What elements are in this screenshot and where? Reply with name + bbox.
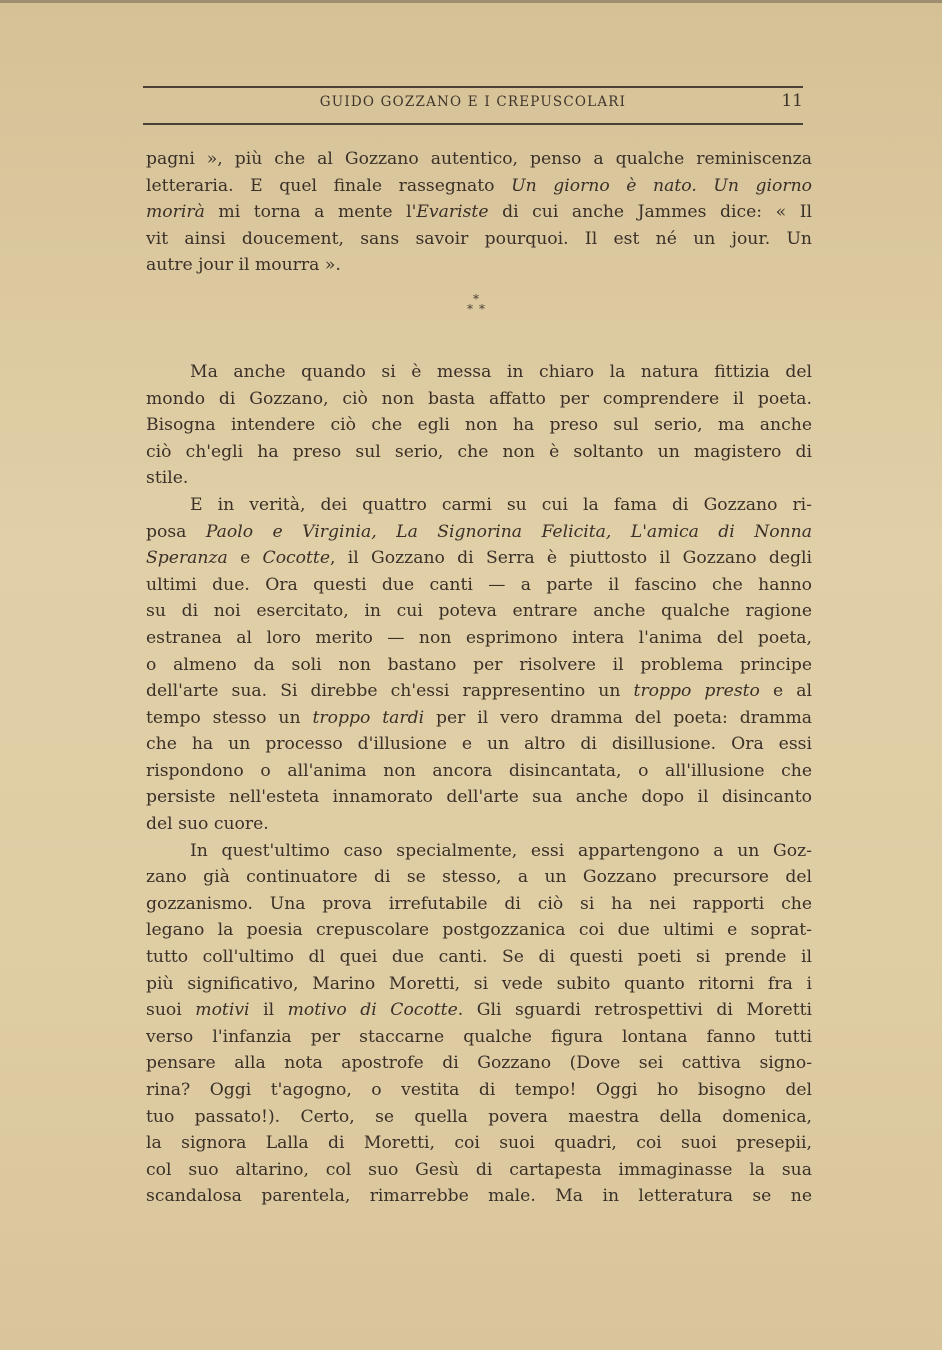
italic-text: Speranza: [146, 548, 228, 569]
text-run: tutto coll'ultimo dl quei due canti. Se di questi poeti si prende il: [146, 947, 812, 968]
text-line: [146, 971, 812, 998]
text-line: [146, 572, 812, 599]
header-rule-top: [143, 86, 803, 88]
text-run: per il vero dramma del poeta: dramma: [424, 707, 812, 728]
text-run: vit ainsi doucement, sans savoir pourquoi. Il est né un jour. Un: [146, 228, 812, 249]
page-top-edge: [0, 0, 942, 3]
text-run: letteraria. E quel finale rassegnato: [146, 175, 512, 196]
text-line: [146, 678, 812, 705]
asterism-star: *: [473, 291, 479, 306]
text-line: [146, 1050, 812, 1077]
running-head: [143, 91, 803, 115]
header-rule-bottom: [143, 123, 803, 125]
italic-text: Evariste: [416, 202, 489, 223]
text-run: o almeno da soli non bastano per risolvere il problema principe: [146, 654, 812, 675]
text-run: legano la poesia crepuscolare postgozzanica coi due ultimi e soprat-: [146, 920, 812, 941]
text-line: [146, 465, 812, 492]
italic-text: Paolo e Virginia, La Signorina Felicita, L'amica di Nonna: [205, 521, 812, 542]
body-text: [146, 146, 812, 1210]
text-run: e: [227, 548, 263, 569]
text-run: gozzanismo. Una prova irrefutabile di ciò si ha nei rapporti che: [146, 893, 812, 914]
text-run: , il Gozzano di Serra è piuttosto il Gozzano degli: [330, 548, 812, 569]
text-run: la signora Lalla di Moretti, coi suoi quadri, coi suoi presepii,: [146, 1133, 812, 1154]
text-run: verso l'infanzia per staccarne qualche figura lontana fanno tutti: [146, 1026, 812, 1047]
text-line: [146, 1130, 812, 1157]
text-line: [146, 1077, 812, 1104]
text-line: [146, 1183, 812, 1210]
text-run: stile.: [146, 468, 189, 489]
italic-text: morirà: [146, 202, 205, 223]
asterism-star: *: [467, 301, 473, 316]
text-line: [146, 386, 812, 413]
text-run: e al: [759, 681, 812, 702]
text-run: del suo cuore.: [146, 814, 269, 835]
text-run: tuo passato!). Certo, se quella povera maestra della domenica,: [146, 1106, 812, 1127]
text-run: rina? Oggi t'agogno, o vestita di tempo! Oggi ho bisogno del: [146, 1080, 812, 1100]
text-run: di cui anche Jammes dice: « Il: [488, 202, 812, 223]
text-run: mondo di Gozzano, ciò non basta affatto per comprendere il poeta.: [146, 388, 812, 409]
text-line: [146, 652, 812, 679]
italic-text: Un giorno è nato. Un giorno: [511, 175, 812, 196]
text-line: [146, 252, 812, 279]
text-run: che ha un processo d'illusione e un altro di disillusione. Ora essi: [146, 734, 812, 755]
text-run: persiste nell'esteta innamorato dell'arte sua anche dopo il disincanto: [146, 787, 812, 808]
text-run: il: [249, 1000, 288, 1021]
text-line: [146, 199, 812, 226]
text-run: ultimi due. Ora questi due canti — a parte il fascino che hanno: [146, 574, 812, 595]
text-line: [146, 784, 812, 811]
text-run: più significativo, Marino Moretti, si vede subito quanto ritorni fra i: [146, 973, 812, 994]
text-run: ciò ch'egli ha preso sul serio, che non è soltanto un magistero di: [146, 441, 812, 462]
text-line: [146, 891, 812, 918]
text-line: [146, 917, 812, 944]
text-run: Ma anche quando si è messa in chiaro la natura fittizia del: [190, 361, 812, 382]
text-run: . Gli sguardi retrospettivi di Moretti: [457, 1000, 813, 1021]
text-line: [146, 625, 812, 652]
asterism-divider: [146, 279, 812, 359]
text-line: [146, 173, 812, 200]
text-line: [146, 997, 812, 1024]
text-run: autre jour il mourra ».: [146, 255, 341, 276]
text-run: estranea al loro merito — non esprimono intera l'anima del poeta,: [146, 627, 812, 648]
text-line: [146, 226, 812, 253]
italic-text: motivi: [195, 1000, 250, 1021]
text-run: rispondono o all'anima non ancora disincantata, o all'illusione che: [146, 760, 812, 781]
text-line: [146, 1024, 812, 1051]
text-run: In quest'ultimo caso specialmente, essi appartengono a un Goz-: [190, 840, 812, 861]
text-line: [146, 705, 812, 732]
text-run: posa: [146, 521, 206, 542]
text-line: [146, 731, 812, 758]
asterism-star: *: [479, 301, 485, 316]
text-line: [146, 545, 812, 572]
text-line: [146, 1157, 812, 1184]
text-line: [146, 492, 812, 519]
text-line: [146, 598, 812, 625]
text-run: Bisogna intendere ciò che egli non ha preso sul serio, ma anche: [146, 415, 812, 436]
italic-text: Cocotte: [262, 548, 331, 569]
text-run: E in verità, dei quattro carmi su cui la fama di Gozzano ri-: [190, 494, 812, 515]
text-run: tempo stesso un: [146, 707, 313, 728]
text-line: [146, 758, 812, 785]
italic-text: motivo di Cocotte: [287, 1000, 458, 1021]
text-run: suoi: [146, 1000, 196, 1021]
text-line: [146, 944, 812, 971]
text-run: dell'arte sua. Si direbbe ch'essi rappresentino un: [146, 681, 634, 702]
text-run: zano già continuatore di se stesso, a un Gozzano precursore del: [146, 867, 812, 888]
text-line: [146, 838, 812, 865]
running-title: GUIDO GOZZANO E I CREPUSCOLARI: [319, 94, 627, 110]
text-line: [146, 439, 812, 466]
text-line: [146, 519, 812, 546]
text-run: pagni », più che al Gozzano autentico, penso a qualche reminiscenza: [146, 149, 812, 169]
text-run: col suo altarino, col suo Gesù di cartapesta immaginasse la sua: [146, 1159, 812, 1180]
text-line: [146, 864, 812, 891]
text-run: pensare alla nota apostrofe di Gozzano (Dove sei cattiva signo-: [146, 1053, 812, 1074]
text-run: su di noi esercitato, in cui poteva entrare anche qualche ragione: [146, 601, 812, 622]
text-line: [146, 412, 812, 439]
text-run: mi torna a mente l': [204, 202, 417, 223]
text-line: [146, 811, 812, 838]
page-number: 11: [781, 91, 803, 111]
text-line: [146, 359, 812, 386]
text-run: scandalosa parentela, rimarrebbe male. Ma in letteratura se ne: [146, 1186, 812, 1207]
italic-text: troppo tardi: [312, 707, 425, 728]
italic-text: troppo presto: [633, 681, 760, 702]
text-line: [146, 1104, 812, 1131]
text-line: [146, 146, 812, 173]
